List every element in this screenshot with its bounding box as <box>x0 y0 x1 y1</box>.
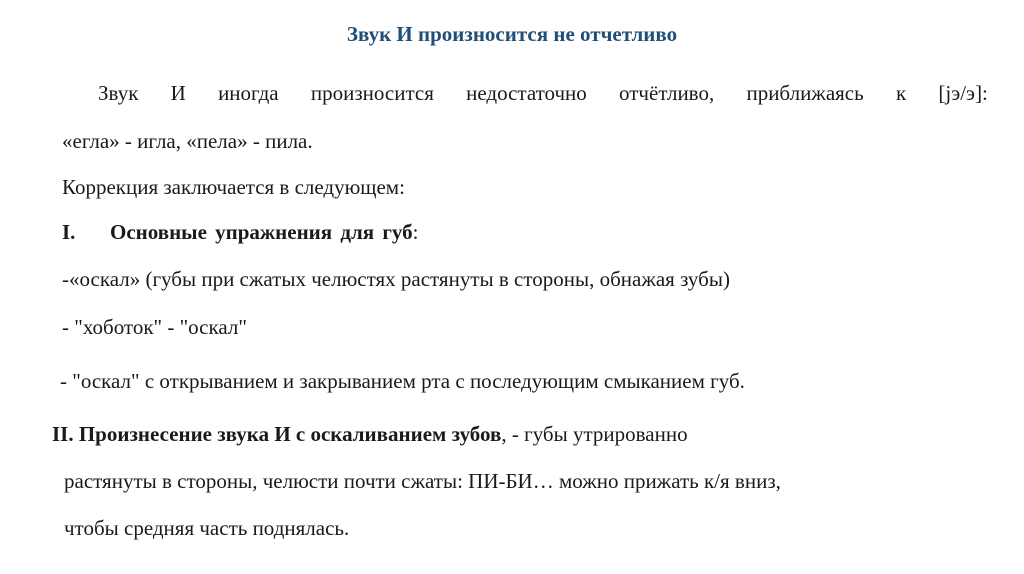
section2-line3: чтобы средняя часть поднялась. <box>64 516 350 540</box>
section1-heading <box>62 219 419 245</box>
word: произносится <box>310 81 434 105</box>
exercise-item: - "хоботок" - "оскал" <box>62 315 247 339</box>
word: недостаточно <box>466 81 587 105</box>
section2-heading: II. Произнесение звука И с оскаливанием зубов <box>52 422 502 446</box>
word: иногда <box>218 81 279 105</box>
section1-heading-suffix: : <box>412 220 419 244</box>
correction-intro: Коррекция заключается в следующем: <box>62 175 405 199</box>
exercise-item: - "оскал" с открыванием и закрыванием рта с последующим смыканием губ. <box>60 369 745 393</box>
slide-title: Звук И произносится не отчетливо <box>346 22 678 46</box>
word: приближаясь <box>746 81 864 105</box>
paragraph1-line2: «егла» - игла, «пела» - пила. <box>62 129 313 153</box>
word: к <box>895 81 907 105</box>
word: [jэ/э]: <box>938 81 988 105</box>
section2-heading-rest: , - губы утрированно <box>501 422 688 446</box>
word: И <box>170 81 186 105</box>
section2-line1 <box>52 421 688 447</box>
paragraph1-line1 <box>98 80 988 106</box>
section1-numeral: I. <box>62 220 76 244</box>
section1-heading-text: Основные упражнения для губ <box>110 220 413 244</box>
exercise-item: -«оскал» (губы при сжатых челюстях растянуты в стороны, обнажая зубы) <box>62 267 730 291</box>
word: Звук <box>98 81 139 105</box>
word: отчётливо, <box>619 81 715 105</box>
section2-line2: растянуты в стороны, челюсти почти сжаты: ПИ-БИ… можно прижать к/я вниз, <box>64 469 781 493</box>
